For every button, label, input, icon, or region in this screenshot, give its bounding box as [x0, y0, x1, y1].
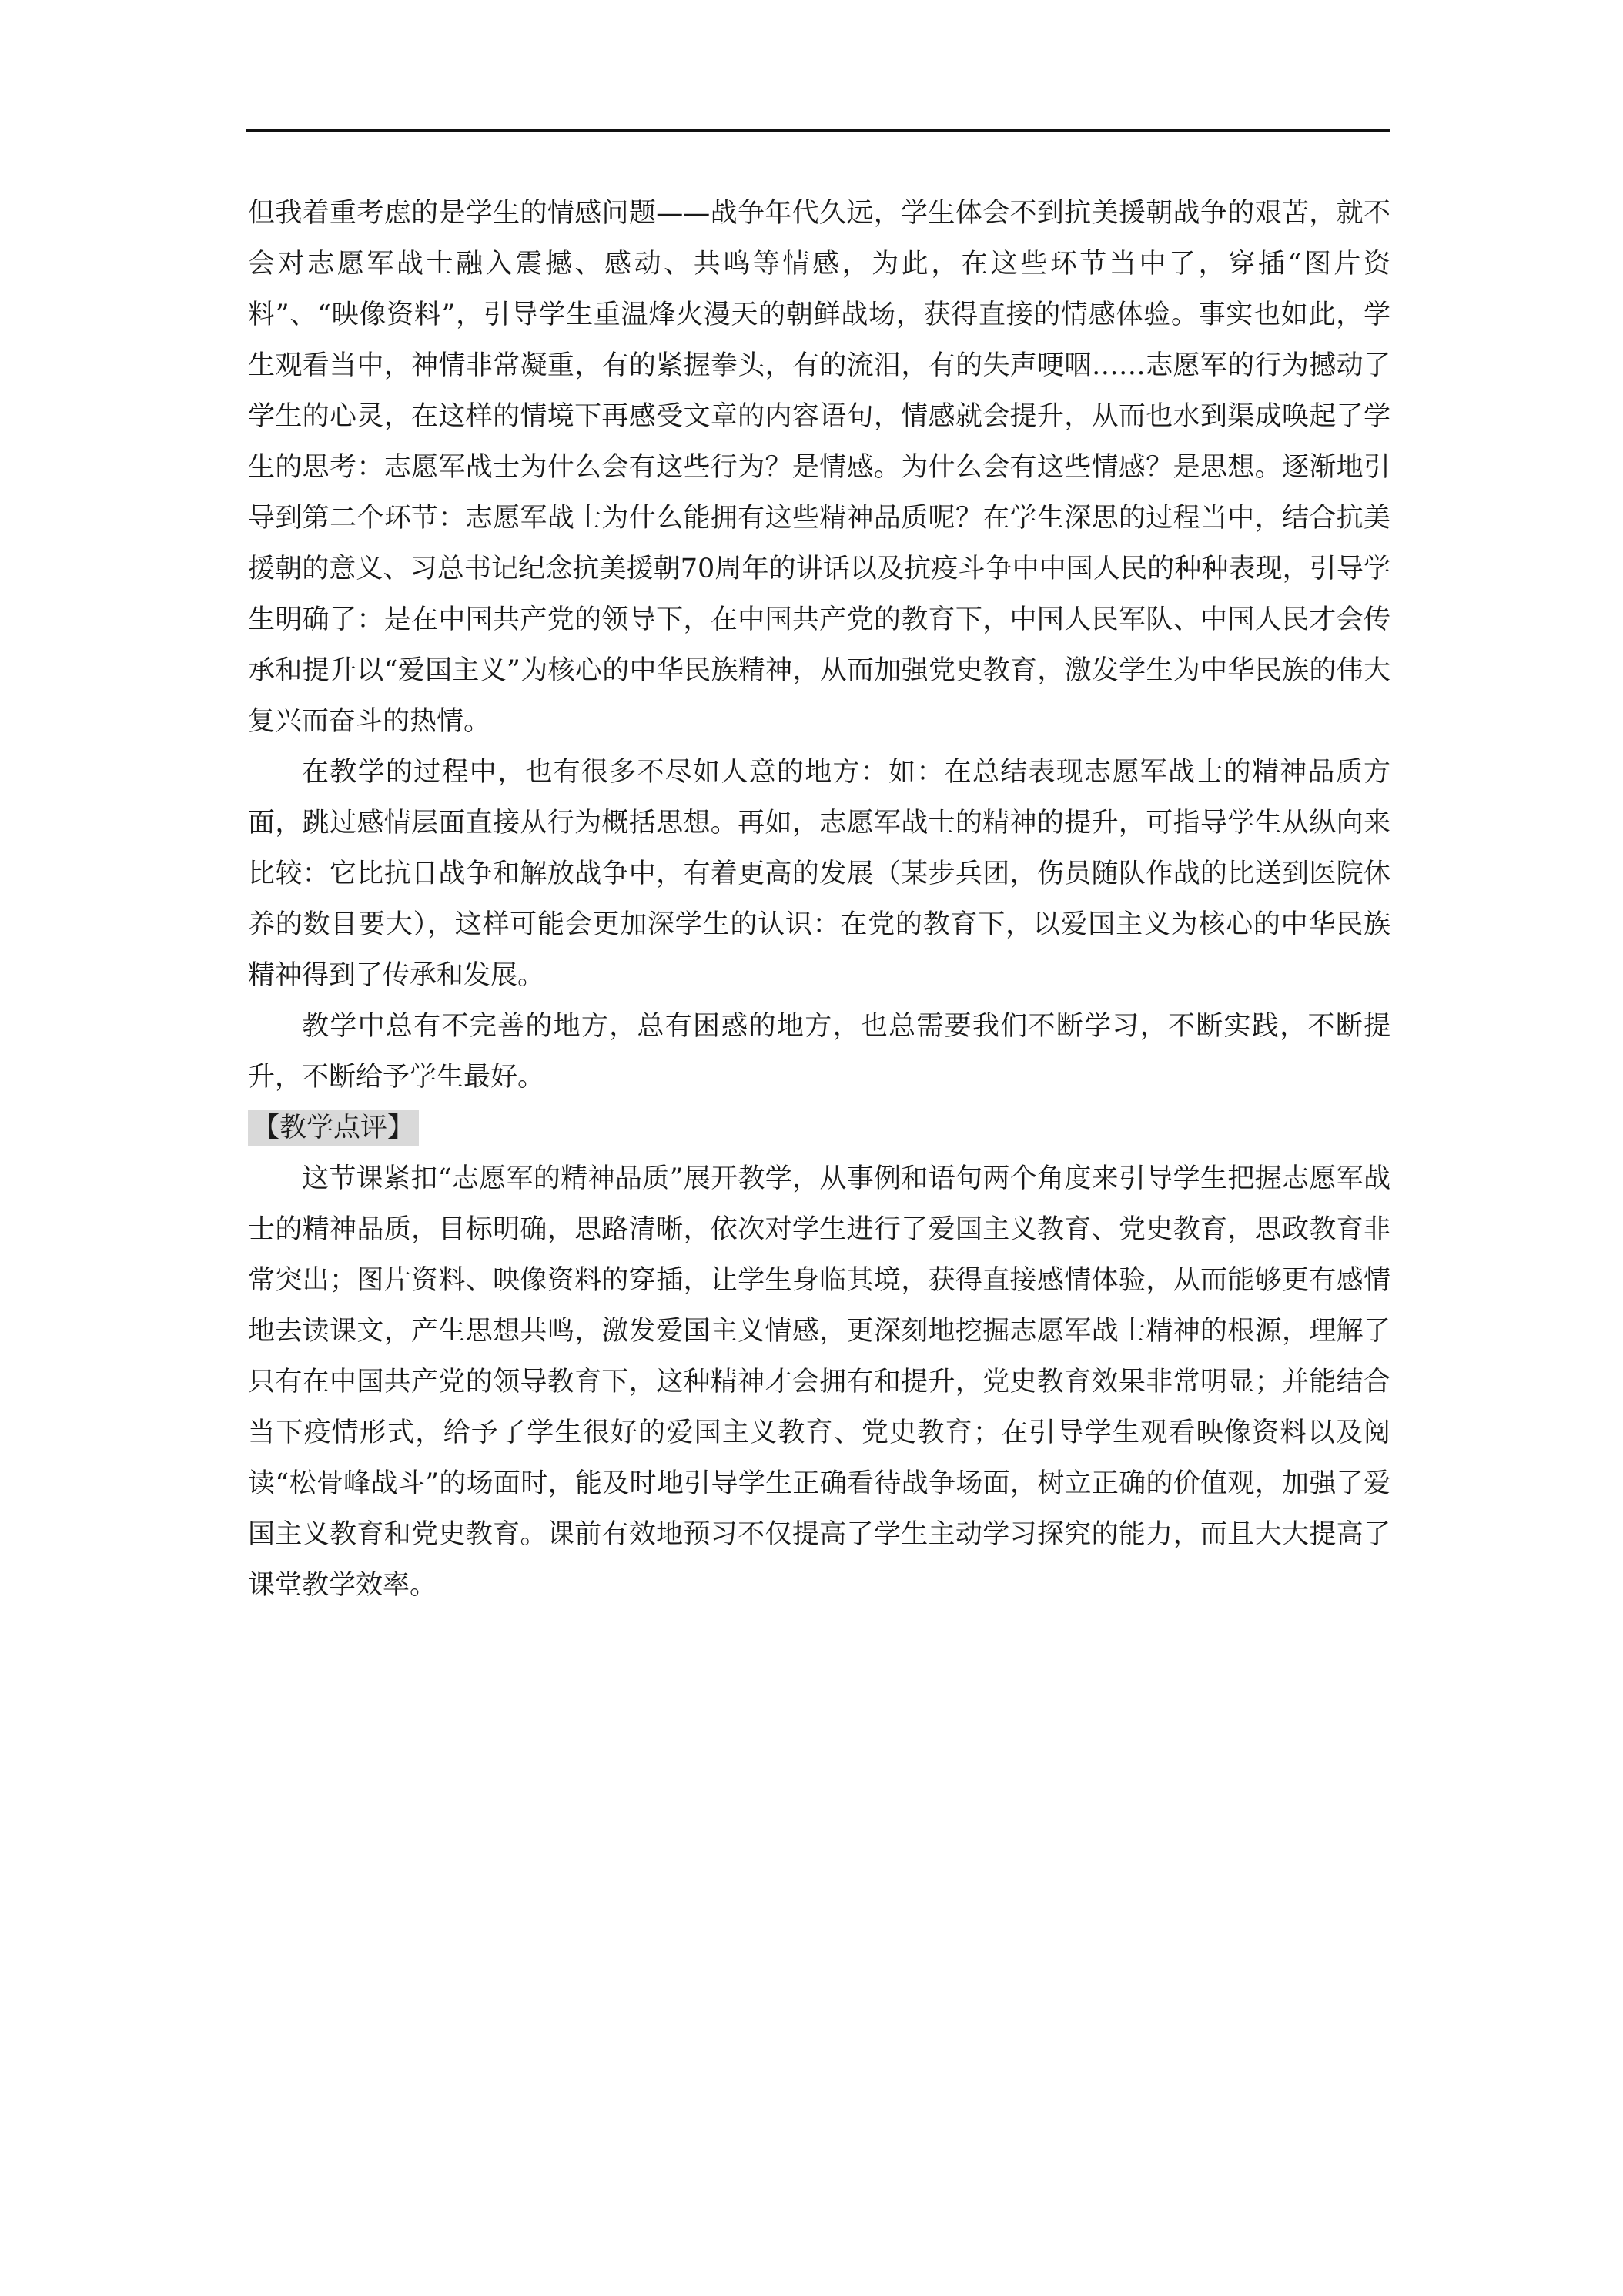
- body-paragraph-conclusion: 教学中总有不完善的地方，总有困惑的地方，也总需要我们不断学习，不断实践，不断提升，不断给予学生最好。: [248, 1011, 1390, 1093]
- body-paragraph-shortcomings: 在教学的过程中，也有很多不尽如人意的地方：如：在总结表现志愿军战士的精神品质方面，跳过感情层面直接从行为概括思想。再如，志愿军战士的精神的提升，可指导学生从纵向来比较：它比抗日战争和解放战争中，有着更高的发展（某步兵团，伤员随队作战的比送到医院休养的数目要大），这样可能会更加深学生的认识：在党的教育下，以爱国主义为核心的中华民族精神得到了传承和发展。: [248, 757, 1390, 991]
- review-paragraph: 这节课紧扣“志愿军的精神品质”展开教学，从事例和语句两个角度来引导学生把握志愿军战士的精神品质，目标明确，思路清晰，依次对学生进行了爱国主义教育、党史教育，思政教育非常突出；图片资料、映像资料的穿插，让学生身临其境，获得直接感情体验，从而能够更有感情地去读课文，产生思想共鸣，激发爱国主义情感，更深刻地挖掘志愿军战士精神的根源，理解了只有在中国共产党的领导教育下，这种精神才会拥有和提升，党史教育效果非常明显；并能结合当下疫情形式，给予了学生很好的爱国主义教育、党史教育；在引导学生观看映像资料以及阅读“松骨峰战斗”的场面时，能及时地引导学生正确看待战争场面，树立正确的价值观，加强了爱国主义教育和党史教育。课前有效地预习不仅提高了学生主动学习探究的能力，而且大大提高了课堂教学效率。: [248, 1163, 1390, 1601]
- section-heading-row: [248, 1103, 1390, 1153]
- header-rule: [246, 129, 1390, 132]
- document-body: [248, 188, 1390, 1611]
- section-heading: 【教学点评】: [248, 1110, 419, 1146]
- body-paragraph-continued: 但我着重考虑的是学生的情感问题——战争年代久远，学生体会不到抗美援朝战争的艰苦，就不会对志愿军战士融入震撼、感动、共鸣等情感，为此，在这些环节当中了，穿插“图片资料”、“映像资料”，引导学生重温烽火漫天的朝鲜战场，获得直接的情感体验。事实也如此，学生观看当中，神情非常凝重，有的紧握拳头，有的流泪，有的失声哽咽……志愿军的行为撼动了学生的心灵，在这样的情境下再感受文章的内容语句，情感就会提升，从而也水到渠成唤起了学生的思考：志愿军战士为什么会有这些行为？是情感。为什么会有这些情感？是思想。逐渐地引导到第二个环节：志愿军战士为什么能拥有这些精神品质呢？在学生深思的过程当中，结合抗美援朝的意义、习总书记纪念抗美援朝70周年的讲话以及抗疫斗争中中国人民的种种表现，引导学生明确了：是在中国共产党的领导下，在中国共产党的教育下，中国人民军队、中国人民才会传承和提升以“爱国主义”为核心的中华民族精神，从而加强党史教育，激发学生为中华民族的伟大复兴而奋斗的热情。: [248, 198, 1390, 737]
